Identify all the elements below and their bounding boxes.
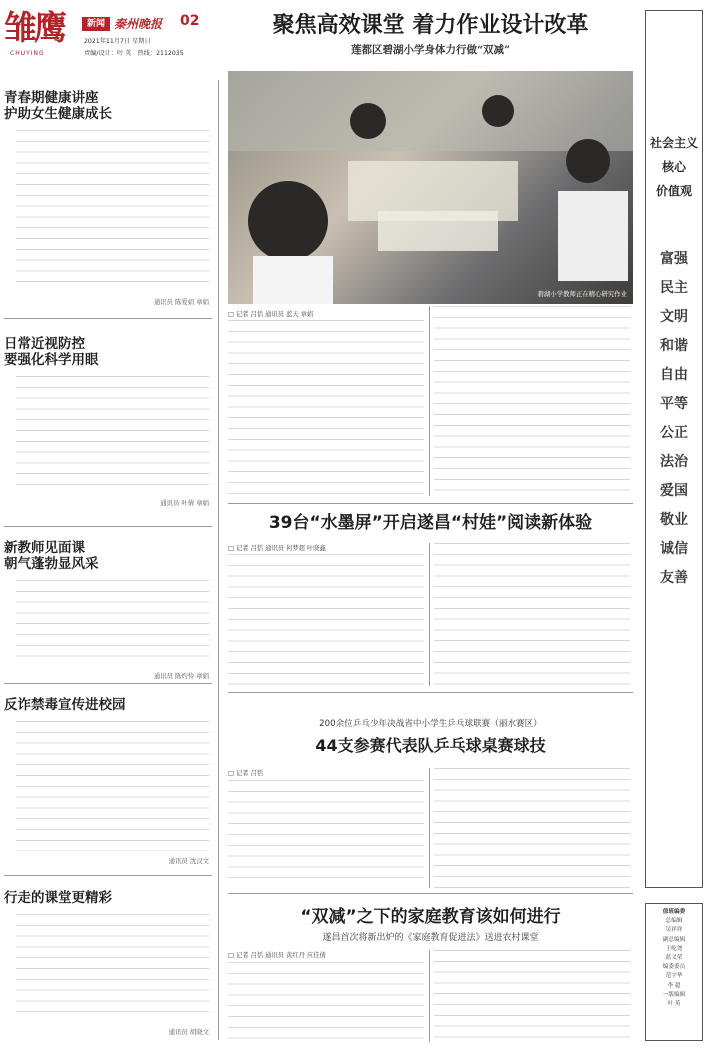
value-item: 爱国 [660,483,688,499]
article2-body-col2 [434,543,630,686]
article1-credit: □ 记者 吕恬 通讯员 蓝天 章娟 [228,311,314,318]
story-byline: 通讯员 陈爱娟 章娟 [153,298,209,306]
divider [228,503,633,504]
classroom-photo-illustration [228,71,633,304]
article3-headline: 44支参赛代表队乒乓球桌赛球技 [315,736,546,755]
core-values-list [646,245,702,593]
divider [4,318,212,319]
article4-body-col1 [228,962,424,1042]
story-byline: 通讯员 叶倩 章娟 [160,499,209,507]
story-title: 护助女生健康成长 [4,106,112,122]
issue-date: 2021年11月7日 星期日 [84,38,151,45]
page-number: 02 [180,13,200,29]
article1-headline: 聚焦高效课堂 着力作业设计改革 [272,13,589,38]
section-tag: 新闻 [82,17,110,31]
story-title: 反诈禁毒宣传进校园 [4,697,126,713]
staff-line: 一版编辑 [662,991,686,998]
story-body [16,376,209,493]
story-title: 朝气蓬勃显风采 [4,556,99,572]
article2-body-col1 [228,554,424,686]
value-item: 公正 [660,425,688,441]
value-item: 富强 [660,251,688,267]
value-item: 民主 [660,280,688,296]
value-item: 文明 [660,309,688,325]
value-item: 平等 [660,396,688,412]
value-item: 友善 [660,570,688,586]
value-item: 诚信 [660,541,688,557]
story-byline: 通讯员 胡晓文 [168,1028,209,1036]
left-story [4,90,209,306]
article1-photo [228,71,633,304]
divider [4,875,212,876]
article3-kicker: 200余位乒乓少年决战省中小学生乒乓球联赛（丽水赛区） [319,719,542,729]
divider [4,526,212,527]
article1-subhead: 莲都区碧湖小学身体力行做“双减” [350,44,511,56]
staff-title: 值班编委 [662,909,686,915]
photo-caption: 碧湖小学教师正在精心研究作业 [537,290,627,298]
left-story [4,540,209,680]
article1-body-col1 [228,320,424,494]
core-values-box [645,10,703,888]
masthead [4,6,224,76]
value-item: 法治 [660,454,688,470]
staff-line: 编委委员 [662,964,686,971]
divider [228,692,633,693]
staff-line: 副总编辑 [662,936,686,943]
column-divider [429,306,430,496]
story-title: 日常近视防控 [4,336,85,352]
divider [228,893,633,894]
article2-headline: 39台“水墨屏”开启遂昌“村娃”阅读新体验 [268,513,593,533]
value-item: 自由 [660,367,688,383]
article4-body-col2 [434,950,630,1042]
staff-line: 蓝义荣 [665,955,683,962]
article2-credit: □ 记者 吕恬 通讯员 何梦超 叶晓鑫 [228,545,326,552]
story-byline: 通讯员 沈汉文 [168,857,209,865]
divider [4,683,212,684]
story-title: 行走的课堂更精彩 [4,890,112,906]
logo-subtitle: CHUYING [10,50,45,57]
article4-headline: “双减”之下的家庭教育该如何进行 [300,907,561,927]
staff-line: 李 超 [667,982,681,989]
story-title: 要强化科学用眼 [4,352,99,368]
story-title: 青春期健康讲座 [4,90,99,106]
story-byline: 通讯员 陈灼怜 章娟 [153,672,209,680]
column-divider [429,543,430,686]
staff-line: 叶 英 [667,1001,681,1008]
left-story [4,890,209,1036]
staff-line: 王屹尧 [665,945,683,952]
story-body [16,914,209,1022]
story-body [16,721,209,851]
article1-body-col2 [434,306,630,496]
editor-line: 责编/设计：叶 英 热线：2112035 [84,50,184,57]
article4-credit: □ 记者 吕恬 通讯员 黄红丹 应佳倩 [228,952,326,959]
logo: 雏鹰 [4,8,64,47]
core-values-caption [646,131,702,203]
caption-line: 价值观 [655,184,692,198]
left-column-divider [218,80,219,1040]
column-divider [429,950,430,1042]
staff-line: 范宇华 [665,973,683,980]
caption-line: 社会主义 [649,136,698,150]
left-story [4,697,209,865]
staff-line: 吴祥祥 [665,927,683,934]
story-title: 新教师见面课 [4,540,85,556]
staff-box [645,903,703,1041]
paper-name: 秦州晚报 [114,17,163,31]
value-item: 敬业 [660,512,688,528]
story-body [16,580,209,666]
article3-body-col1 [228,780,424,888]
caption-line: 核心 [661,160,686,174]
article3-credit: □ 记者 吕恬 [228,770,264,777]
column-divider [429,768,430,888]
article3-body-col2 [434,768,630,888]
staff-line: 总编辑 [665,918,683,925]
article4-subhead: 遂昌首次将新出炉的《家庭教育促进法》送进农村课堂 [322,933,539,943]
left-story [4,336,209,507]
value-item: 和谐 [660,338,688,354]
story-body [16,130,209,292]
